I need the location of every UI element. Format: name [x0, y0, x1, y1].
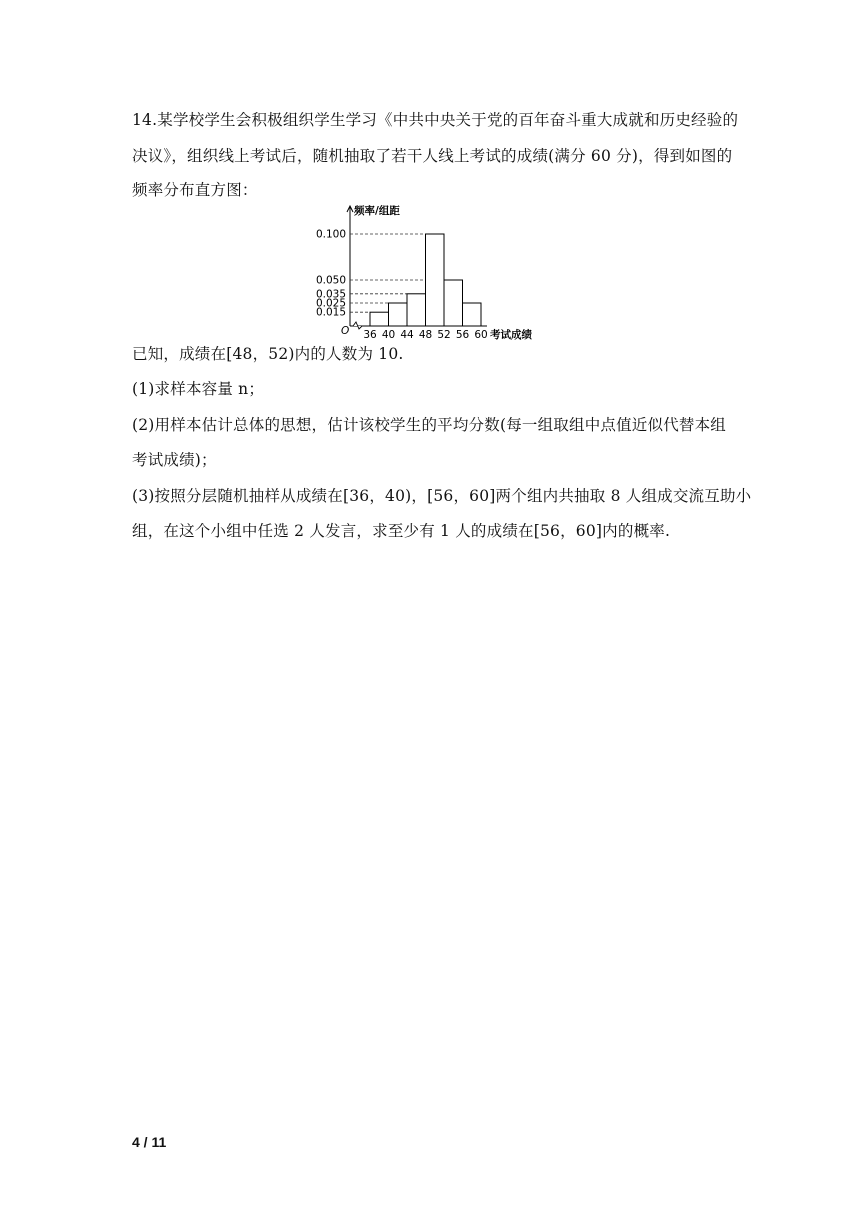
chart-y-axis-label: 频率/组距	[354, 205, 400, 217]
x-tick-label: 36	[363, 329, 377, 341]
x-tick-label: 40	[381, 329, 396, 341]
x-tick-label: 52	[437, 329, 451, 341]
y-tick-label: 0.035	[315, 288, 346, 301]
question-2-line-1: (2)用样本估计总体的思想，估计该校学生的平均分数(每一组取组中点值近似代替本组	[132, 416, 727, 434]
y-tick-label: 0.100	[315, 228, 346, 241]
x-tick-label: 48	[418, 329, 433, 341]
problem-intro-line-1: 14.某学校学生会积极组织学生学习《中共中央关于党的百年奋斗重大成就和历史经验的	[132, 111, 739, 129]
histogram-bar	[389, 303, 408, 326]
question-1: (1)求样本容量 n；	[132, 380, 265, 398]
histogram-bar	[407, 294, 426, 326]
y-tick-label: 0.015	[315, 306, 346, 319]
x-tick-label: 44	[400, 329, 414, 341]
question-2-line-2: 考试成绩)；	[132, 451, 217, 469]
histogram-bar	[444, 280, 463, 326]
question-3-line-1: (3)按照分层随机抽样从成绩在[36，40)，[56，60]两个组内共抽取 8 人组成交流互助小	[132, 487, 752, 505]
chart-x-axis-label: 考试成绩	[490, 329, 532, 341]
histogram-bar	[370, 312, 389, 326]
chart-x-tick-labels	[363, 329, 487, 341]
problem-intro-line-3: 频率分布直方图：	[132, 181, 258, 199]
problem-intro-line-2: 决议》，组织线上考试后，随机抽取了若干人线上考试的成绩(满分 60 分)，得到如图的	[132, 147, 733, 165]
x-tick-label: 60	[474, 329, 488, 341]
histogram-bar	[463, 303, 482, 326]
given-condition: 已知，成绩在[48，52)内的人数为 10.	[132, 345, 404, 363]
y-tick-label: 0.050	[315, 274, 346, 287]
y-tick-label: 0.025	[315, 297, 346, 310]
chart-y-tick-labels	[316, 229, 346, 319]
question-3-line-2: 组，在这个小组中任选 2 人发言，求至少有 1 人的成绩在[56，60]内的概率.	[132, 522, 671, 540]
x-tick-label: 56	[455, 329, 470, 341]
page-number: 4 / 11	[132, 1134, 167, 1150]
frequency-histogram	[300, 200, 560, 346]
chart-origin-label: O	[341, 325, 350, 337]
histogram-bar	[426, 234, 445, 326]
